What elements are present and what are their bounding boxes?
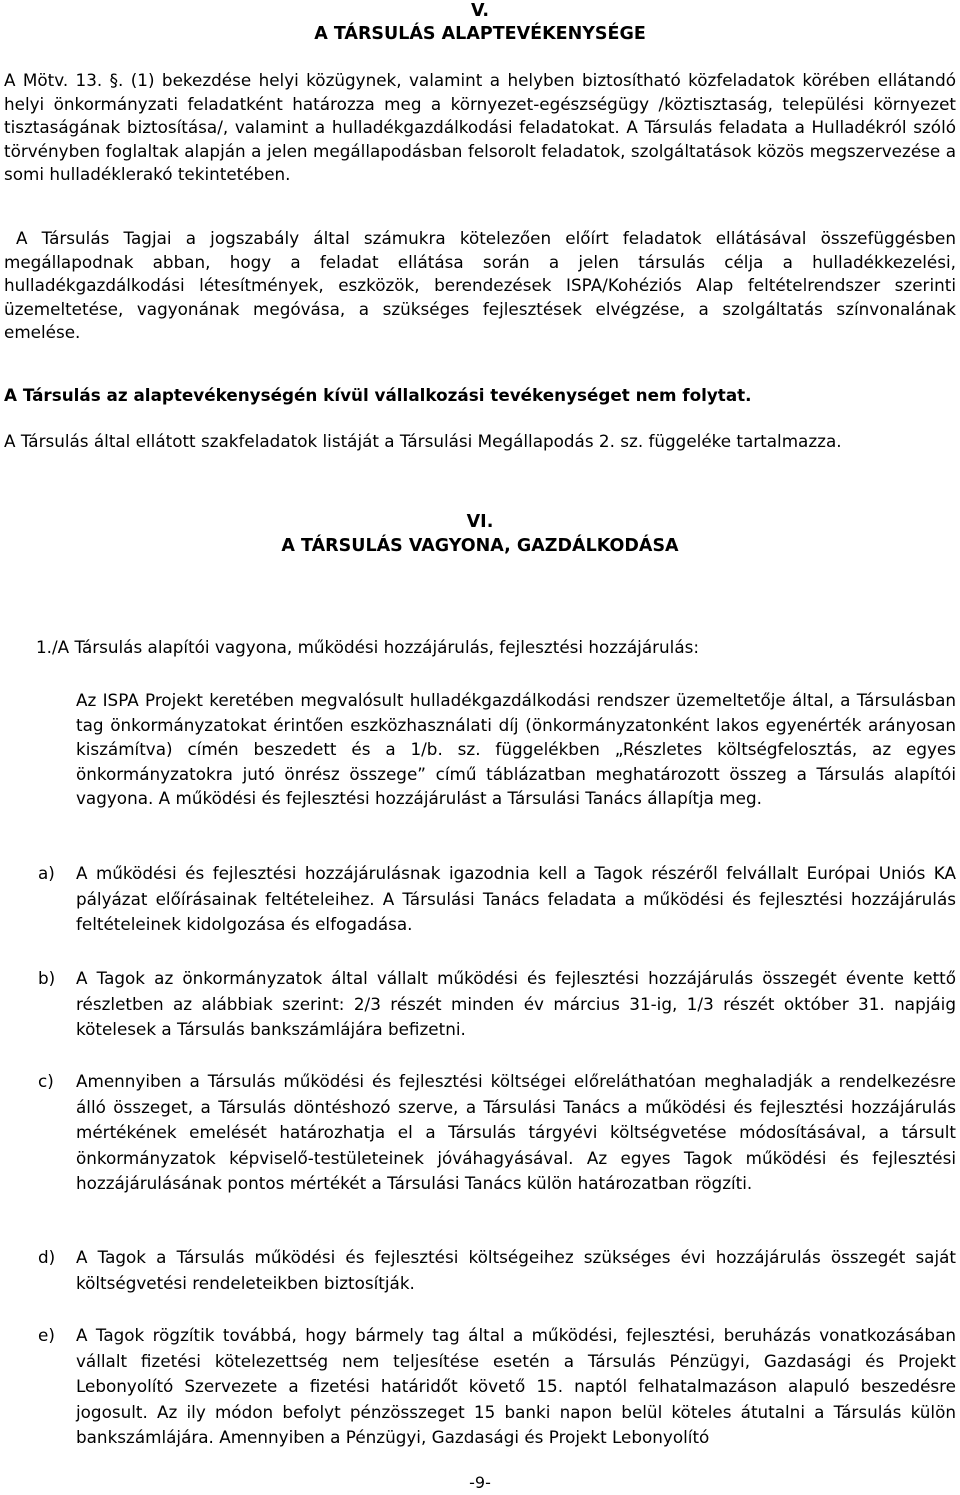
paragraph-members-agreement: A Társulás Tagjai a jogszabály által számukra kötelezően előírt feladatok ellátásával összefüggésben megállapodnak abban, hogy a feladat ellátása során a jelen társulás célja a hulladékkezelési, hulladékgazdálkodási létesítmények, eszközök, berendezések ISPA/Kohéziós Alap feltételrendszer szerinti üzemeltetése, vagyonának megóvása, a szükséges fejlesztések elvégzése, a szolgáltatás színvonalának emelése. bbox=[4, 228, 956, 342]
section-number: VI. bbox=[466, 512, 494, 532]
list-item-label: a) bbox=[38, 863, 55, 883]
list-item-text: A Tagok az önkormányzatok által vállalt működési és fejlesztési hozzájárulás összegét évente kettő részletben az alábbiak szerint: 2/3 részét minden év március 31-ig, 1/3 részét október 31. napjáig kötelesek a Társulás bankszámlájára befizetni. bbox=[76, 968, 956, 1039]
subsection-heading: 1./A Társulás alapítói vagyona, működési hozzájárulás, fejlesztési hozzájárulás: bbox=[36, 637, 700, 657]
paragraph-purpose: A Mötv. 13. §. (1) bekezdése helyi közügynek, valamint a helyben biztosítható közfeladatok körében ellátandó helyi önkormányzati feladatként határozza meg a környezet-egészségügy /köztisztaság, települési környezet tisztaságának biztosítása/, valamint a hulladékgazdálkodási feladatokat. A Társulás feladata a Hulladékról szóló törvényben foglaltak alapján a jelen megállapodásban felsorolt feladatok, szolgáltatások közös megszervezése a somi hulladéklerakó tekintetében. bbox=[4, 70, 956, 184]
section-title: A TÁRSULÁS VAGYONA, GAZDÁLKODÁSA bbox=[281, 536, 679, 556]
list-item-label: e) bbox=[38, 1325, 55, 1345]
list-item-label: c) bbox=[38, 1071, 54, 1091]
paragraph-founding-assets: Az ISPA Projekt keretében megvalósult hulladékgazdálkodási rendszer üzemeltetője által, a Társulásban tag önkormányzatokat érintően eszközhasználati díj (önkormányzatonként lakos egyenérték arányosan kiszámítva) címén beszedett és a 1/b. sz. függelékben „Részletes költségfelosztás, az egyes önkormányzatokra jutó önrész összege” című táblázatban meghatározott összeg a Társulás alapítói vagyona. A működési és fejlesztési hozzájárulást a Társulási Tanács állapítja meg. bbox=[76, 690, 956, 808]
list-item-text: A működési és fejlesztési hozzájárulásnak igazodnia kell a Tagok részéről felvállalt Európai Uniós KA pályázat előírásainak feltételeihez. A Társulási Tanács feladata a működési és fejlesztési hozzájárulás feltételeinek kidolgozása és elfogadása. bbox=[76, 863, 956, 934]
page-number: -9- bbox=[469, 1473, 491, 1492]
paragraph-no-business-activity: A Társulás az alaptevékenységén kívül vállalkozási tevékenységet nem folytat. bbox=[4, 385, 752, 405]
list-item-label: d) bbox=[38, 1247, 56, 1267]
paragraph-task-list-reference: A Társulás által ellátott szakfeladatok listáját a Társulási Megállapodás 2. sz. függeléke tartalmazza. bbox=[4, 431, 842, 451]
section-number: V. bbox=[471, 1, 489, 21]
section-title: A TÁRSULÁS ALAPTEVÉKENYSÉGE bbox=[314, 24, 646, 44]
list-item-text: Amennyiben a Társulás működési és fejlesztési költségei előreláthatóan meghaladják a rendelkezésre álló összeget, a Társulás döntéshozó szerve, a Társulási Tanács a működési és fejlesztési hozzájárulás mértékének emelését határozhatja el a Társulás tárgyévi költségvetése módosításával, a társult önkormányzatok képviselő-testületeinek jóváhagyásával. Az egyes Tagok működési és fejlesztési hozzájárulásának pontos mértékét a Társulási Tanács külön határozatban rögzíti. bbox=[76, 1071, 956, 1193]
list-item-text: A Tagok rögzítik továbbá, hogy bármely tag által a működési, fejlesztési, beruházás vonatkozásában vállalt fizetési kötelezettség nem teljesítése esetén a Társulás Pénzügyi, Gazdasági és Projekt Lebonyolító Szervezete a fizetési határidőt követő 15. naptól felhatalmazáson alapuló beszedésre jogosult. Az ily módon befolyt pénzösszeget 15 banki napon belül köteles átutalni a Társulás külön bankszámlájára. Amennyiben a Pénzügyi, Gazdasági és Projekt Lebonyolító bbox=[76, 1325, 956, 1447]
list-item-label: b) bbox=[38, 968, 56, 988]
list-item-text: A Tagok a Társulás működési és fejlesztési költségeihez szükséges évi hozzájárulás összegét saját költségvetési rendeleteikben biztosítják. bbox=[76, 1247, 956, 1293]
